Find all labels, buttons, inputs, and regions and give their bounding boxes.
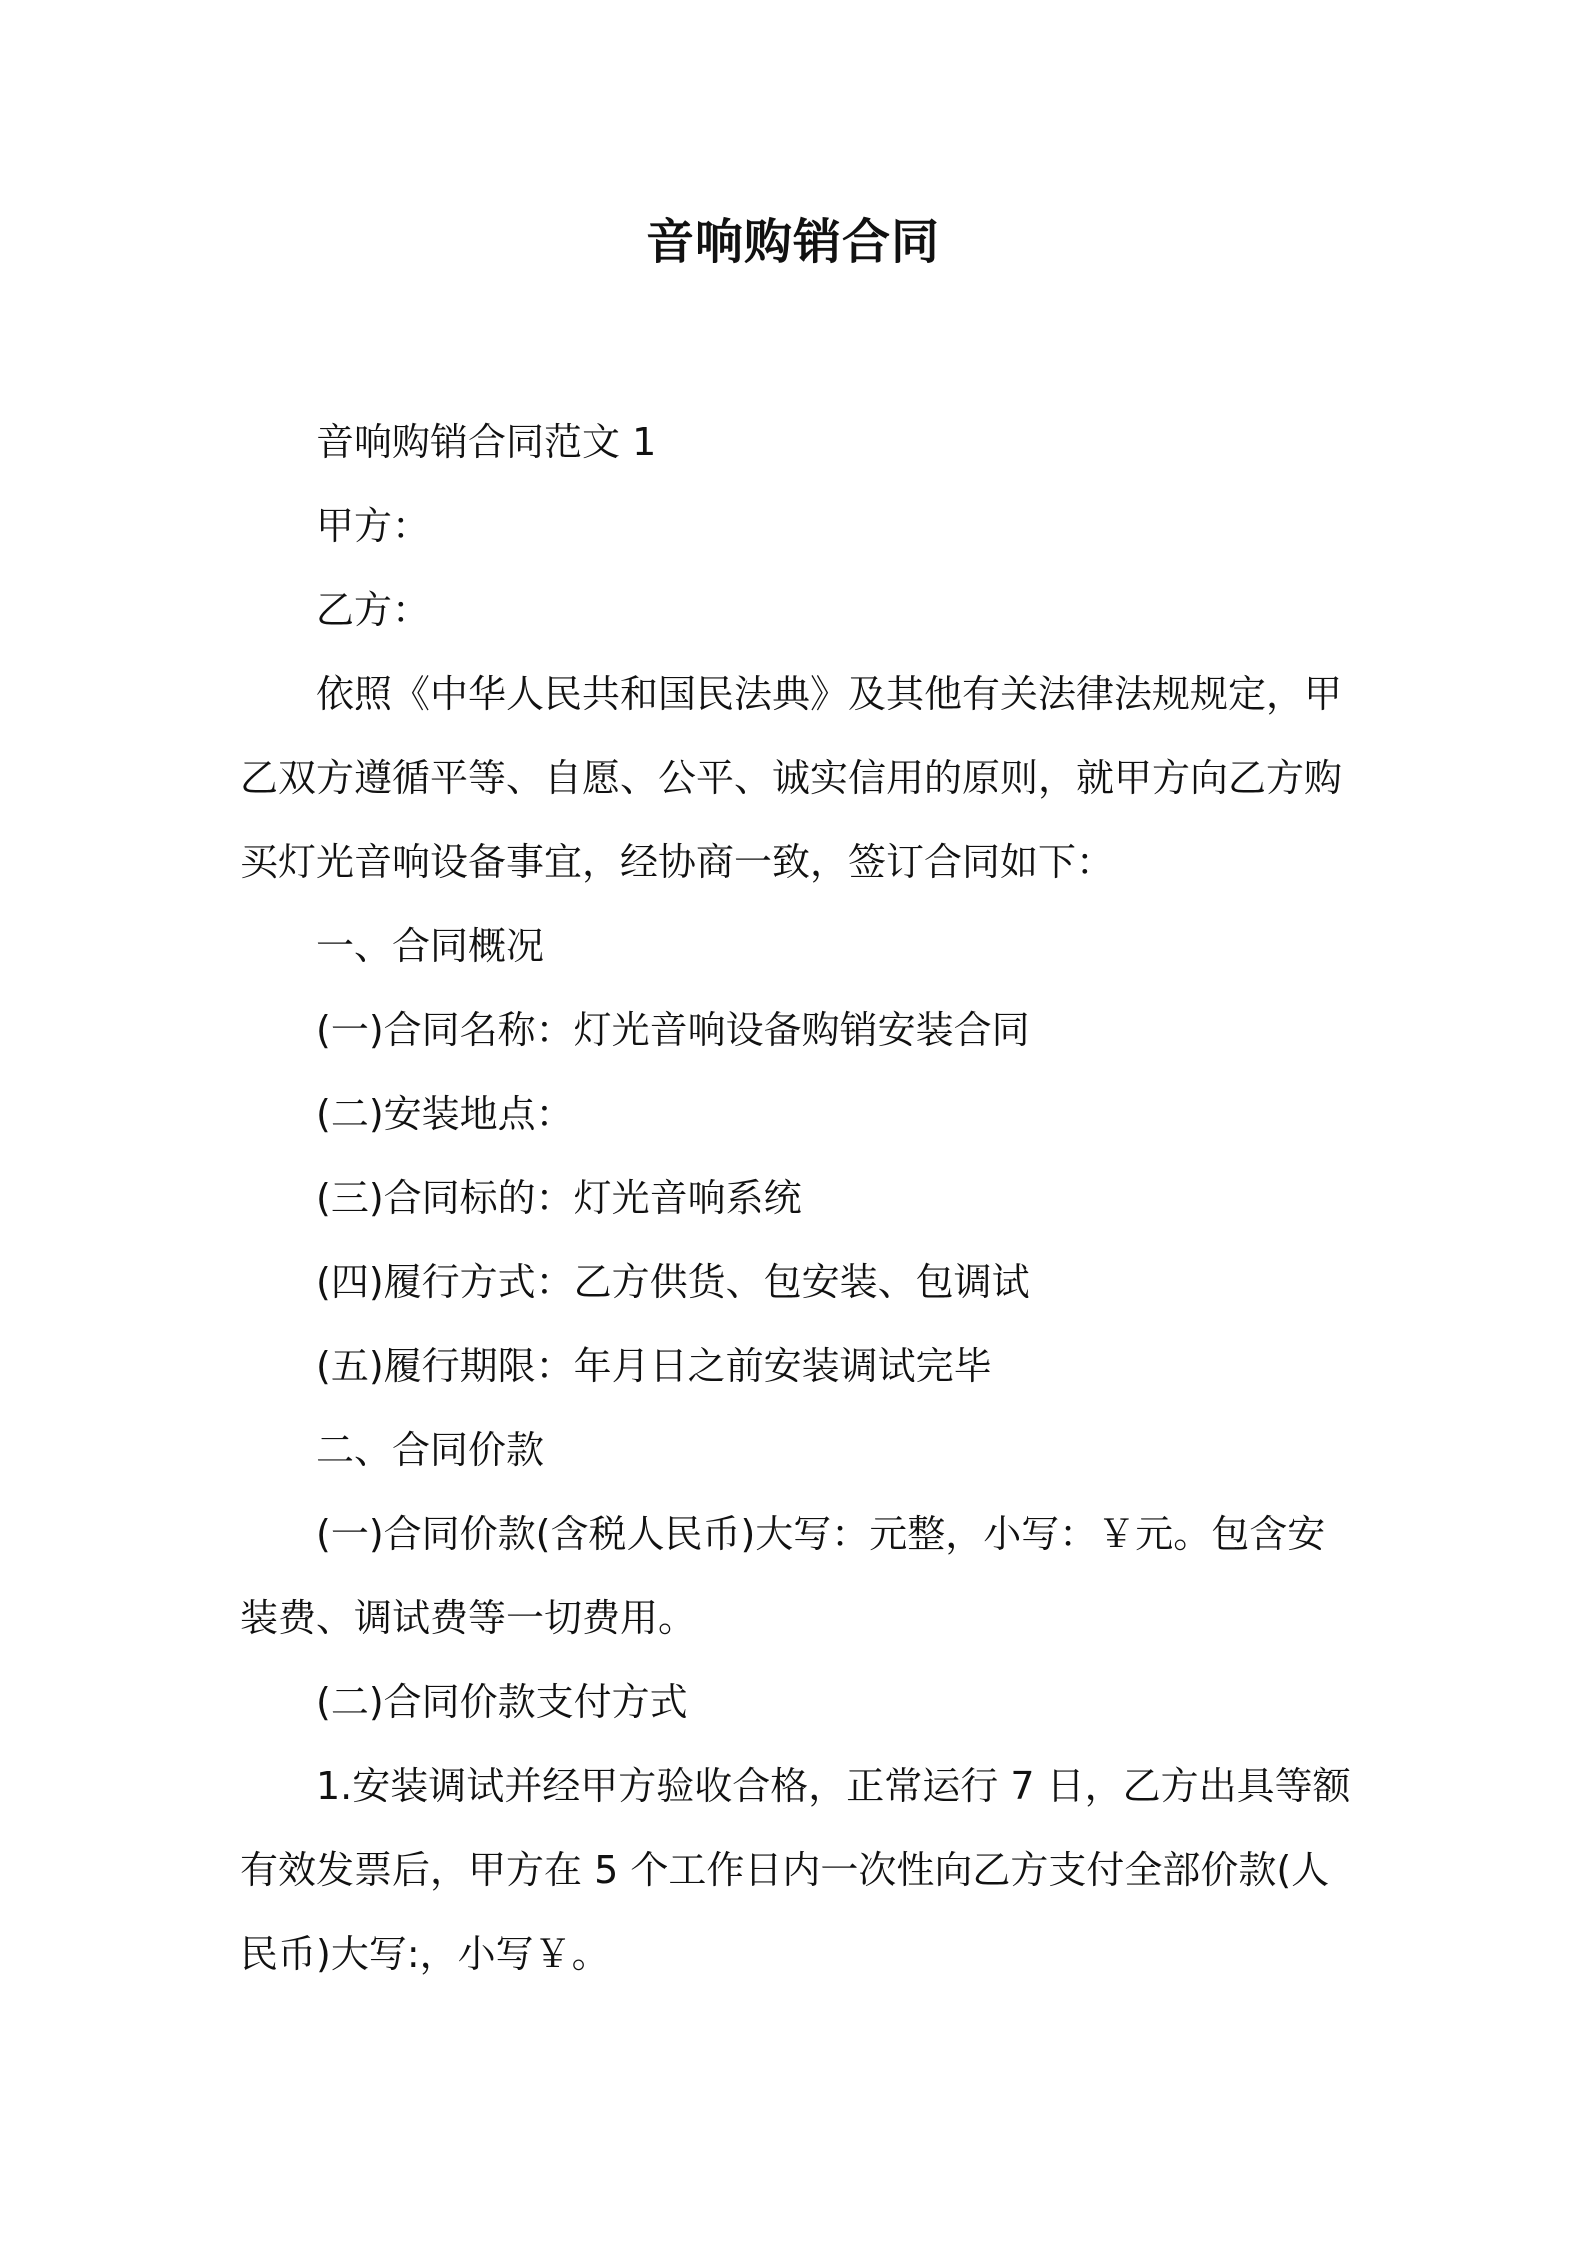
paragraph-template-heading: 音响购销合同范文 1 <box>316 420 657 464</box>
clause-payment-method: (二)合同价款支付方式 <box>316 1680 688 1724</box>
paragraph-party-b: 乙方： <box>316 588 431 632</box>
clause-install-location: (二)安装地点： <box>316 1092 574 1136</box>
section-heading-price: 二、合同价款 <box>316 1428 545 1472</box>
clause-performance-method: (四)履行方式：乙方供货、包安装、包调试 <box>316 1260 1030 1304</box>
clause-payment-terms: 1.安装调试并经甲方验收合格，正常运行 7 日，乙方出具等额有效发票后，甲方在 5 个工作日内一次性向乙方支付全部价款(人民币)大写:，小写￥。 <box>240 1764 1351 1976</box>
document-body <box>240 400 1360 1996</box>
clause-subject-matter: (三)合同标的：灯光音响系统 <box>316 1176 802 1220</box>
clause-performance-period: (五)履行期限：年月日之前安装调试完毕 <box>316 1344 992 1388</box>
document-title: 音响购销合同 <box>645 214 940 270</box>
clause-contract-price: (一)合同价款(含税人民币)大写：元整，小写：￥元。包含安装费、调试费等一切费用。 <box>240 1512 1326 1640</box>
paragraph-preamble: 依照《中华人民共和国民法典》及其他有关法律法规规定，甲乙双方遵循平等、自愿、公平、诚实信用的原则，就甲方向乙方购买灯光音响设备事宜，经协商一致，签订合同如下： <box>240 672 1343 884</box>
clause-contract-name: (一)合同名称：灯光音响设备购销安装合同 <box>316 1008 1030 1052</box>
paragraph-party-a: 甲方： <box>316 504 431 548</box>
section-heading-overview: 一、合同概况 <box>316 924 545 968</box>
